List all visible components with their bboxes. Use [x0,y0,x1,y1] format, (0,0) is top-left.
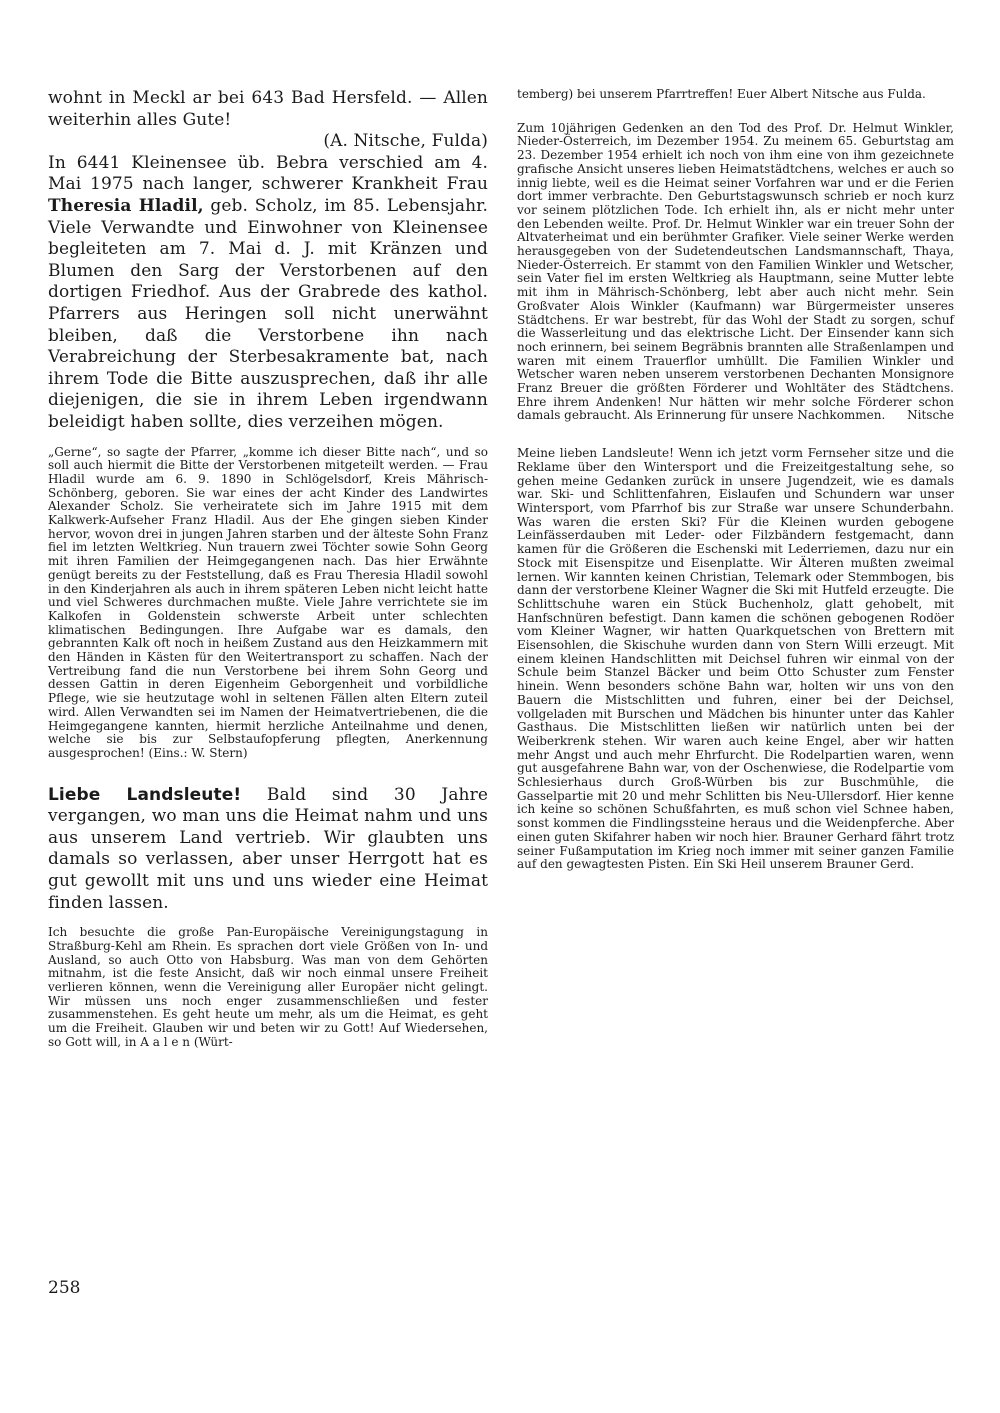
letter-paragraph [48,785,488,915]
letter-detail: Ich besuchte die große Pan-Europäische Vereinigungstagung in Straßburg-Kehl am Rhein. Es sprachen dort viele Größen von In- und Ausland, so auch Otto von Habsburg. Was man von dem Gehörten mitnahm, ist die feste Ansicht, daß wir noch einmal unsere Freiheit verlieren können, wenn die Vereinigung aller Europäer nicht gelingt. Wir müssen uns noch enger zusammenschließen und fester zusammenstehen. Es geht heute um mehr, als um die Heimat, es geht um die Freiheit. Glauben wir und beten wir zu Gott! Auf Wiedersehen, so Gott will, in A a l e n (Würt- [48,925,488,1049]
page-number: 258 [48,1278,81,1298]
letter-text: Bald sind 30 Jahre vergangen, wo man uns die Heimat nahm und uns aus unserem Land vertrieb. Wir glaubten uns damals so verlassen, aber unser Herrgott hat es gut gewollt mit uns und uns wieder eine Heimat finden lassen. [48,784,488,913]
left-column [48,88,488,1050]
continuation-text: temberg) bei unserem Pfarrtreffen! Euer Albert Nitsche aus Fulda. [517,87,926,101]
letter-greeting: Liebe Landsleute! [48,784,242,805]
obituary-lead: In 6441 Kleinensee üb. Bebra verschied am 4. Mai 1975 nach langer, schwerer Krankheit Frau [48,152,488,195]
obituary-paragraph [48,153,488,434]
winter-article: Meine lieben Landsleute! Wenn ich jetzt vorm Fernseher sitze und die Reklame über den Wintersport und die Freizeitgestaltung sehe, so gehen meine Gedanken zurück in unsere Jugendzeit, wie es damals war. Ski- und Schlittenfahren, Eislaufen und Schundern war unser Wintersport, vom Pfarrhof bis zur Straße war unsere Schunderbahn. Was waren die ersten Ski? Für die Kleinen wurden gebogene Leinfässerdauben mit Leder- oder Filzbändern festgemacht, dann kamen für die Größeren die Eschenski mit Lederriemen, dazu nur ein Stock mit Eisenspitze und Eisenplatte. Wir Älteren mußten zweimal lernen. Wir kannten keinen Christian, Telemark oder Stemmbogen, bis dann der verstorbene Kleiner Wagner die Ski mit Hutfeld erzeugte. Die Schlittschuhe waren ein Stück Buchenholz, glatt gehobelt, mit Hanfschnüren befestigt. Dann kamen die schönen gebogenen Rodöer vom Kleiner Wagner, wir hatten Quarkquetschen von Brettern mit Eisensohlen, die Skischuhe wurden dann von Stern Willi erzeugt. Mit einem kleinen Handschlitten mit Deichsel fuhren wir einmal von der Schule beim Stanzel Bäcker und beim Otto Schuster zum Fenster hinein. Wenn besonders schöne Bahn war, holten wir uns von den Bauern die Mistschlitten und fuhren, einer bei der Deichsel, vollgeladen mit Burschen und Mädchen bis hinunter unter das Kahler Gasthaus. Die Mistschlitten ließen wir natürlich unten bei der Weiberkrenk stehen. Wir waren auch keine Engel, aber wir hatten mehr Angst und auch mehr Ehrfurcht. Die Rodelpartien waren, wenn gut ausgefahrene Bahn war, von der Oschenwiese, die Rodelpartie vom Schlesierhaus durch Groß-Würben bis zur Buschmühle, die Gasselpartie mit 20 und mehr Schlitten bis Neu-Ullersdorf. Hier kenne ich keine so schönen Schußfahrten, es muß schon viel Schnee haben, sonst kommen die Findlingssteine heraus und die Weidenpferche. Aber einen guten Skifahrer haben wir noch hier. Brauner Gerhard fährt trotz seiner Fußamputation im Krieg noch immer mit seiner ganzen Familie auf den gewagtesten Pisten. Ein Ski Heil unserem Brauner Gerd. [517,446,955,872]
obituary-name: Theresia Hladil, [48,195,204,216]
winkler-signature: Nitsche [907,408,954,423]
intro-line: wohnt in Meckl ar bei 643 Bad Hersfeld. — Allen weiterhin alles Gute! [48,88,488,130]
obituary-detail: „Gerne“, so sagte der Pfarrer, „komme ich dieser Bitte nach“, und so soll auch hiermit die Bitte der Verstorbenen mitgeteilt werden. — Frau Hladil wurde am 6. 9. 1890 in Schlögelsdorf, Kreis Mährisch-Schönberg, geboren. Sie war eines der acht Kinder des Landwirtes Alexander Scholz. Sie verheiratete sich im Jahre 1915 mit dem Kalkwerk-Aufseher Franz Hladil. Aus der Ehe gingen sieben Kinder hervor, wovon drei in jungen Jahren starben und der älteste Sohn Franz fiel im letzten Weltkrieg. Nun trauern zwei Töchter sowie Sohn Georg mit ihren Familien der Heimgegangenen nach. Das hier Erwähnte genügt bereits zu der Feststellung, daß es Frau Theresia Hladil sowohl in den Kinderjahren als auch in ihrem späteren Leben nicht leicht hatte und viel Schweres durchmachen mußte. Viele Jahre verrichtete sie im Kalkofen in Goldenstein schwerste Arbeit unter schlechten klimatischen Bedingungen. Ihre Aufgabe war es damals, den gebrannten Kalk oft noch in heißem Zustand aus den Heizkammern mit den Händen in Kästen für den Weitertransport zu schaffen. Nach der Vertreibung fand die nun Verstorbene bei ihrem Sohn Georg und dessen Gattin in deren Eigenheim Geborgenheit und vorbildliche Pflege, wie sie heutzutage wohl in seltenen Fällen alten Eltern zuteil wird. Allen Verwandten sei im Namen der Heimatvertriebenen, die die Heimgegangene kannten, hiermit herzliche Anteilnahme und denen, welche sie bis zur Selbstaufopferung pflegten, Anerkennung ausgesprochen! (Eins.: W. Stern) [48,444,488,760]
right-column [517,88,954,872]
winkler-text: Zum 10jährigen Gedenken an den Tod des Prof. Dr. Helmut Winkler, Nieder-Österreich, im Dezember 1954. Zu meinem 65. Geburtstag am 23. Dezember 1954 erhielt ich noch von ihm eine von ihm gezeichnete grafische Ansicht unseres lieben Heimatstädtchens, welches er auch so innig liebte, weil es die Heimat seiner Vorfahren war und er die Ferien dort immer verbrachte. Den Geburtstagswunsch schrieb er noch kurz vor seinem plötzlichen Tode. Ich erhielt ihn, als er nicht mehr unter den Lebenden weilte. Prof. Dr. Helmut Winkler war ein treuer Sohn der Altvaterheimat und ein berühmter Grafiker. Viele seiner Werke werden herausgegeben von der Sudetendeutschen Landsmannschaft, Thaya, Nieder-Österreich. Er stammt von den Familien Winkler und Wetscher, sein Vater fiel im ersten Weltkrieg als Hauptmann, seine Mutter lebte mit ihm in Mährisch-Schönberg, lebt aber auch nicht mehr. Sein Großvater Alois Winkler (Kaufmann) war Bürgermeister unseres Städtchens. Er war bestrebt, für das Wohl der Stadt zu sorgen, schuf die Wasserleitung und das elektrische Licht. Der Einsender kann sich noch erinnern, bei seinem Begräbnis brannten alle Straßenlampen und waren mit einem Trauerflor umhüllt. Die Familien Winkler und Wetscher waren neben unserem verstorbenen Dechanten Monsignore Franz Breuer die größten Förderer und Wohltäter des Städtchens. Ehre ihrem Andenken! Nur hätten wir mehr solche Förderer schon damals gebraucht. Als Erinnerung für unsere Nachkommen. [517,120,954,423]
obituary-text: geb. Scholz, im 85. Lebensjahr. Viele Verwandte und Einwohner von Kleinensee begleiteten am 7. Mai d. J. mit Kränzen und Blumen den Sarg der Verstorbenen auf den dortigen Friedhof. Aus der Grabrede des kathol. Pfarrers aus Heringen soll nicht unerwähnt bleiben, daß die Verstorbene ihn nach Verabreichung der Sterbesakramente bat, nach ihrem Tode die Bitte auszusprechen, daß ihr alle diejenigen, die sie in ihrem Leben irgendwann beleidigt haben sollte, dies verzeihen mögen. [48,195,489,432]
intro-signature: (A. Nitsche, Fulda) [323,131,488,152]
winkler-article [517,122,954,423]
